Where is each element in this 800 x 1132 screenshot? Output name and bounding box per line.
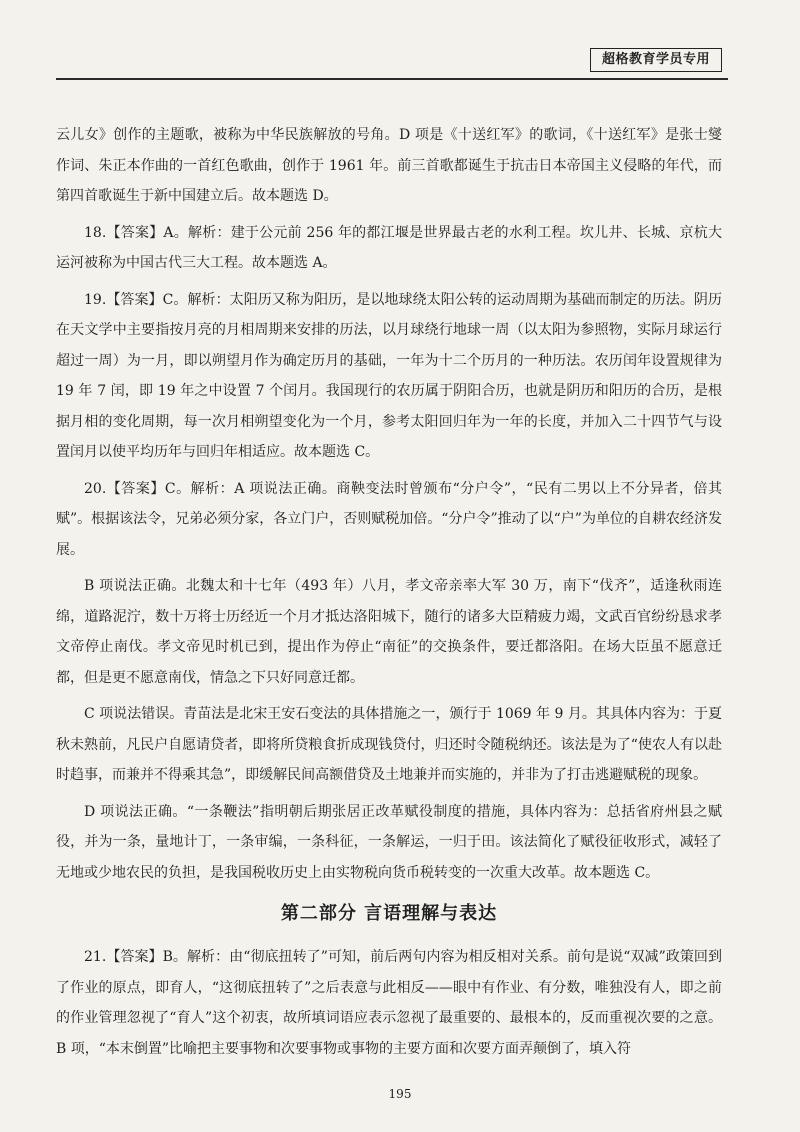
- header-rule: [56, 78, 728, 80]
- header-badge: 超格教育学员专用: [590, 48, 722, 72]
- answer-20-option-b: B 项说法正确。北魏太和十七年（493 年）八月，孝文帝亲率大军 30 万，南下“伐齐”，适逢秋雨连绵，道路泥泞，数十万将士历经近一个月才抵达洛阳城下，随行的诸多大臣精疲力竭，文武百官纷纷恳求孝文帝停止南伐。孝文帝见时机已到，提出作为停止“南征”的交换条件，要迁都洛阳。在场大臣虽不愿意迁都，但是更不愿意南伐，情急之下只好同意迁都。: [56, 578, 722, 686]
- page-body: [56, 120, 722, 1070]
- answer-18: 18.【答案】A。解析：建于公元前 256 年的都江堰是世界最古老的水利工程。坎儿井、长城、京杭大运河被称为中国古代三大工程。故本题选 A。: [56, 224, 722, 271]
- answer-20-option-c: C 项说法错误。青苗法是北宋王安石变法的具体措施之一，颁行于 1069 年 9 月。其具体内容为：于夏秋未熟前，凡民户自愿请贷者，即将所贷粮食折成现钱贷付，归还时令随税纳还。该法是为了“使农人有以赴时趋事，而兼并不得乘其急”，即缓解民间高额借贷及土地兼并而实施的，并非为了打击逃避赋税的现象。: [56, 706, 722, 783]
- page-number: 195: [388, 1087, 412, 1101]
- answer-20-option-d: D 项说法正确。“一条鞭法”指明朝后期张居正改革赋役制度的措施，具体内容为：总括省府州县之赋役，并为一条，量地计丁，一条审编，一条科征，一条解运，一归于田。该法简化了赋役征收形式，减轻了无地或少地农民的负担，是我国税收历史上由实物税向货币税转变的一次重大改革。故本题选 C。: [56, 803, 722, 881]
- answer-19: 19.【答案】C。解析：太阳历又称为阳历，是以地球绕太阳公转的运动周期为基础而制定的历法。阴历在天文学中主要指按月亮的月相周期来安排的历法，以月球绕行地球一周（以太阳为参照物，实际月球运行超过一周）为一月，即以朔望月作为确定历月的基础，一年为十二个历月的一种历法。农历闰年设置规律为 19 年 7 闰，即 19 年之中设置 7 个闰月。我国现行的农历属于阴阳合历，也就是阴历和阳历的合历，是根据月相的变化周期，每一次月相朔望变化为一个月，参考太阳回归年为一年的长度，并加入二十四节气与设置闰月以使平均历年与回归年相适应。故本题选 C。: [56, 291, 722, 460]
- answer-20: 20.【答案】C。解析：A 项说法正确。商鞅变法时曾颁布“分户令”，“民有二男以上不分异者，倍其赋”。根据该法令，兄弟必须分家，各立门户，否则赋税加倍。“分户令”推动了以“户”为单位的自耕农经济发展。: [56, 480, 722, 558]
- section-title: 第二部分 言语理解与表达: [280, 903, 498, 924]
- answer-21: 21.【答案】B。解析：由“彻底扭转了”可知，前后两句内容为相反相对关系。前句是说“双减”政策回到了作业的原点，即育人，“这彻底扭转了”之后表意与此相反——眼中有作业、有分数，唯独没有人，即之前的作业管理忽视了“育人”这个初衷，故所填词语应表示忽视了最重要的、最根本的，反而重视次要的之意。B 项，“本末倒置”比喻把主要事物和次要事物或事物的主要方面和次要方面弄颠倒了，填入符: [56, 949, 722, 1057]
- paragraph-continued: 云儿女》创作的主题歌，被称为中华民族解放的号角。D 项是《十送红军》的歌词，《十送红军》是张士燮作词、朱正本作曲的一首红色歌曲，创作于 1961 年。前三首歌都诞生于抗击日本帝国主义侵略的年代，而第四首歌诞生于新中国建立后。故本题选 D。: [56, 127, 722, 204]
